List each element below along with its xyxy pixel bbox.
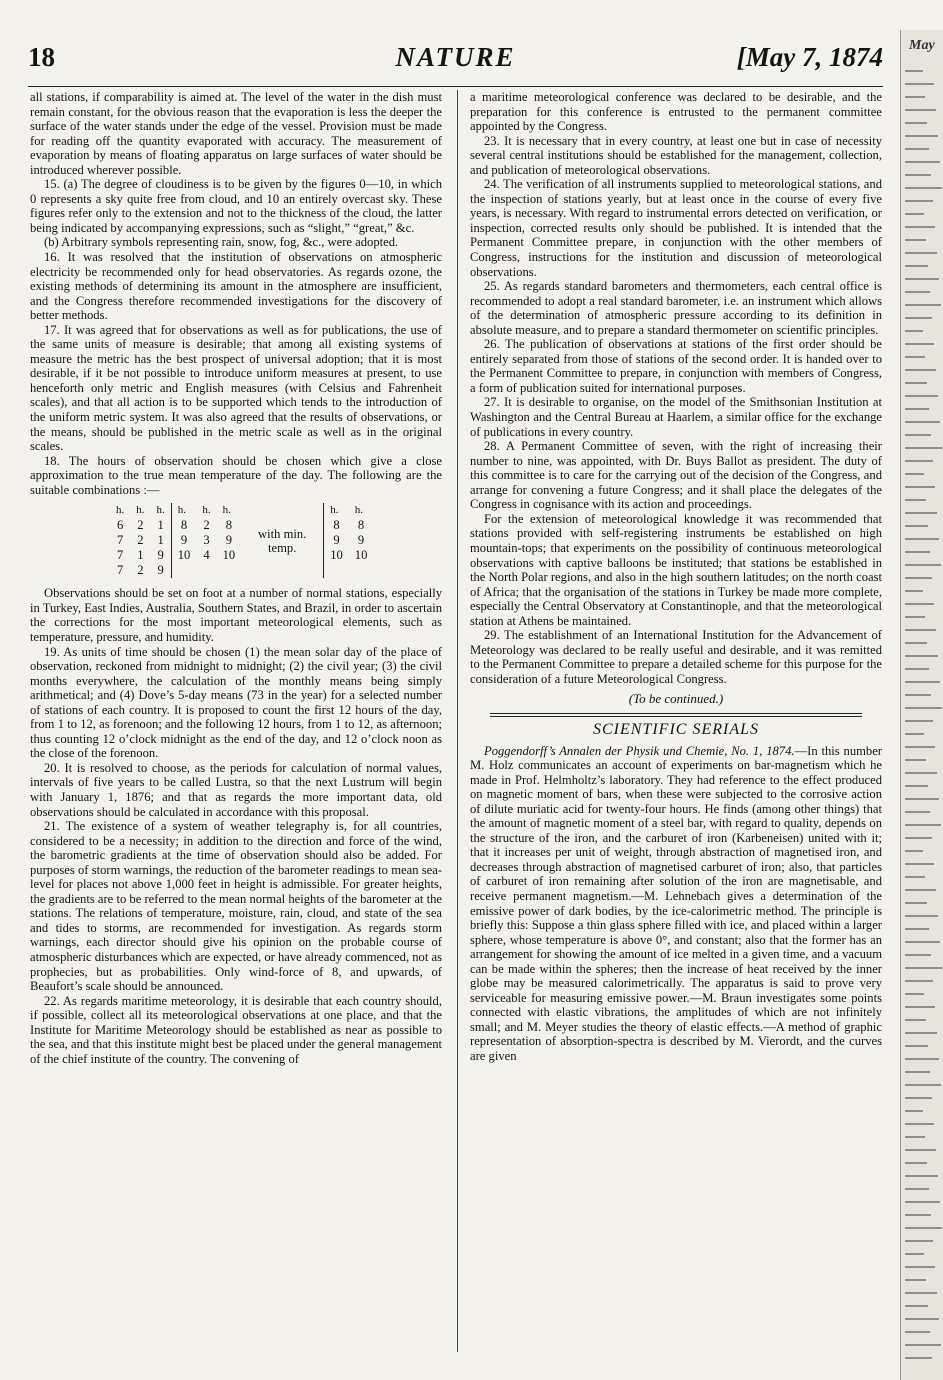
adjacent-text-line <box>905 434 931 436</box>
table-cell: 2 <box>137 518 144 533</box>
adjacent-text-line <box>905 889 936 891</box>
adjacent-text-line <box>905 928 929 930</box>
adjacent-text-line <box>905 993 924 995</box>
adjacent-text-line <box>905 538 939 540</box>
paragraph: 23. It is necessary that in every country, at least one but in case of necessity several central institutions should be established for the management, collection, and publication of meteorological observations. <box>470 133 882 177</box>
adjacent-text-line <box>905 1305 928 1307</box>
paragraph: 29. The establishment of an International Institution for the Advancement of Meteorology was declared to be really useful and desirable, and it was remitted to the Permanent Committee to prepare a detailed scheme for this purpose for the consideration of a future Meteorological Congress. <box>470 628 882 686</box>
table-cell: 3 <box>203 533 210 548</box>
table-header: h. <box>116 504 125 517</box>
serials-body: —In this number M. Holz communicates an account of experiments on bar-magnetism which he made in Prof. Helmholtz’s laboratory. They had reference to the effect produced on magnetic moment of bars, when these were subjected to the corrosive action of dilute muriatic acid for twenty-four hours. He finds (among other things) that the amount of magnetic moment of a steel bar, with regard to quality, depends on the structure of the iron, and the carburet of iron (Karbeneisen) united with it; that it increases per unit of weight, through abstraction of magnetised iron, and decreases through abstraction of magnetised carburet of iron; also, that particles of carburet of iron remaining after solution of the iron are magnetisable, and receive permanent magnetism.—M. Lehnebach gives a determination of the emissive power of dark bodies, by the ice-calorimetric method. The principle is briefly this: Suppose a thin glass sphere filled with ice, and placed within a larger sphere, whose temperature is above 0°, and constant; also that the former has an arrangement for showing the amount of ice melted in a given time, and a vacuum can be made within the spheres; then the increase of heat received by the inner globe may be measured calorimetrically. The apparatus is said to prove very serviceable for measuring emissive power.—M. Braun investigates some points connected with elastic vibrations, the amplitudes of which are not infinitely small; and M. Meyer studies the theory of elastic effects.—A method of graphic representation of absorption-spectra is described by M. Vierordt, and the curves are given <box>470 743 882 1063</box>
adjacent-text-line <box>905 187 942 189</box>
adjacent-text-line <box>905 174 931 176</box>
table-cell: 10 <box>324 548 349 563</box>
adjacent-text-line <box>905 811 930 813</box>
table-cell: 4 <box>203 548 210 563</box>
adjacent-text-line <box>905 304 941 306</box>
table-cell: 9 <box>324 533 349 548</box>
adjacent-text-line <box>905 317 932 319</box>
paragraph: 16. It was resolved that the institution of observations on atmospheric electricity be recommended only for head observatories. As regards ozone, the existing methods of determining its amount in the atmosphere are insufficient, and the Congress therefore recommended investigations for the discovery of better methods. <box>30 250 442 323</box>
table-cell: 7 <box>116 563 124 578</box>
adjacent-text-line <box>905 226 935 228</box>
serials-heading: Poggendorff’s Annalen der Physik und Chemie, No. 1, 1874. <box>484 743 795 758</box>
adjacent-text-line <box>905 161 940 163</box>
adjacent-text-line <box>905 135 938 137</box>
table-header: h. <box>324 503 349 518</box>
column-divider <box>457 90 458 1352</box>
page-header <box>28 42 883 82</box>
paragraph: 19. As units of time should be chosen (1) the mean solar day of the place of observation, reckoned from midnight to midnight; (2) the civil year; (3) the civil months everywhere, the calculation of the monthly means being simply arithmetical; and (4) Dove’s 5-day means (73 in the year) for a selected number of stations of each country. It is proposed to count the first 12 hours of the day, from 1 to 12, as forenoon; and the following 12 hours, from 1 to 12, as afternoon; thus counting 12 o’clock midnight as the end of the day, and 12 o’clock noon as the close of the forenoon. <box>30 644 442 761</box>
paragraph: all stations, if comparability is aimed at. The level of the water in the dish must remain constant, for the obvious reason that the evaporation is less the deeper the surface of the water stands under the edge of the vessel. Provision must be made for reading off the quantity evaporated with accuracy. The measurement of evaporation by means of floating apparatus on large surfaces of water should be introduced wherever possible. <box>30 90 442 177</box>
table-cell: 8 <box>357 518 365 533</box>
adjacent-text-line <box>905 1266 935 1268</box>
adjacent-text-line <box>905 382 927 384</box>
table-cell: 8 <box>225 518 233 533</box>
to-be-continued: (To be continued.) <box>628 691 724 707</box>
paragraph: Observations should be set on foot at a number of normal stations, especially in Turkey, East Indies, Australia, Southern States, and Brazil, in order to ascertain the corrections for the most important meteorological elements, such as temperature, pressure, and humidity. <box>30 586 442 644</box>
table-cell: 10 <box>354 548 368 563</box>
table-header: h. <box>202 504 211 517</box>
adjacent-text-line <box>905 278 939 280</box>
adjacent-text-line <box>905 551 930 553</box>
table-row <box>110 563 373 578</box>
adjacent-text-line <box>905 629 936 631</box>
adjacent-text-line <box>905 395 938 397</box>
paragraph: 26. The publication of observations at stations of the first order should be entirely separated from those of stations of the second order. It is handed over to the Permanent Committee to prepare, in conjunction with members of Congress, a form of publication suited for international purposes. <box>470 337 882 395</box>
paragraph: 21. The existence of a system of weather telegraphy is, for all countries, considered to be a necessity; in addition to the direction and force of the wind, the barometric gradients at the time of observation should also be added. For purposes of storm warnings, the reduction of the barometer readings to mean sea-level for places not above 1,000 feet in height is admissible. For greater heights, the gradients are to be referred to the mean normal heights of the barometer at the stations. The relations of temperature, moisture, rain, cloud, and state of the sea and tides to storms, are recommended for investigation. As regards storm warnings, each director should give his opinion on the probable course of atmospheric disturbances which are expected, or have already commenced, not as prophecies, but as probabilities. Only wind-force of 8, and upwards, of Beaufort’s scale should be announced. <box>30 819 442 994</box>
paragraph: a maritime meteorological conference was declared to be desirable, and the preparation for this conference is entrusted to the permanent committee appointed by the Congress. <box>470 90 882 134</box>
table-cell: 2 <box>137 563 144 578</box>
table-cell: 8 <box>171 518 196 533</box>
table-cell: 2 <box>203 518 210 533</box>
adjacent-text-line <box>905 525 928 527</box>
adjacent-text-line <box>905 1032 937 1034</box>
adjacent-text-line <box>905 1188 929 1190</box>
adjacent-text-line <box>905 733 924 735</box>
adjacent-text-line <box>905 746 935 748</box>
table-header: h. <box>222 504 231 517</box>
adjacent-text-line <box>905 1019 926 1021</box>
right-column <box>470 90 882 1352</box>
table-header: h. <box>136 504 145 517</box>
adjacent-text-line <box>905 1175 938 1177</box>
adjacent-text-line <box>905 408 929 410</box>
adjacent-text-line <box>905 902 927 904</box>
adjacent-text-line <box>905 577 932 579</box>
adjacent-text-line <box>905 850 923 852</box>
table-cell: 10 <box>222 548 236 563</box>
adjacent-text-line <box>905 213 924 215</box>
table-row <box>110 518 373 533</box>
hours-table <box>110 503 373 578</box>
adjacent-text-line <box>905 668 929 670</box>
adjacent-text-line <box>905 603 934 605</box>
section-rule <box>490 713 862 717</box>
adjacent-text-line <box>905 1136 925 1138</box>
table-cell: 10 <box>171 548 196 563</box>
paragraph: 27. It is desirable to organise, on the model of the Smithsonian Institution at Washington and the Central Bureau at Haarlem, a similar office for the exchange of publications in every country. <box>470 395 882 439</box>
adjacent-text-line <box>905 512 937 514</box>
adjacent-page-edge <box>900 30 943 1380</box>
adjacent-text-line <box>905 1240 933 1242</box>
adjacent-text-line <box>905 1279 926 1281</box>
adjacent-text-line <box>905 980 933 982</box>
adjacent-text-line <box>905 96 925 98</box>
adjacent-text-line <box>905 1162 927 1164</box>
adjacent-text-line <box>905 148 929 150</box>
adjacent-text-line <box>905 343 934 345</box>
adjacent-text-line <box>905 265 928 267</box>
paragraph: 22. As regards maritime meteorology, it is desirable that each country should, if possible, collect all its meteorological observations at one place, and that the Institute for Maritime Meteorology should be established as near as possible to the sea, and that this institute might best be placed under the general management of the chief institute of the country. The convening of <box>30 993 442 1066</box>
adjacent-text-line <box>905 967 942 969</box>
paragraph: 18. The hours of observation should be chosen which give a close approximation to the true mean temperature of the day. The following are the suitable combinations :— <box>30 453 442 497</box>
paragraph: 17. It was agreed that for observations as well as for publications, the use of the same units of measure is desirable; that among all existing systems of measure the metric has the best prospect of universal adoption; that it is most desirable, if it be not possible to introduce uniform measures at present, to use henceforth only metric and English measures (with Celsius and Fahrenheit scales), and that all action is to be supported which tends to the introduction of the uniform metric system. It was also agreed that the results of observations, or the means, should be published in the metric scale as well as in the original scales. <box>30 322 442 454</box>
adjacent-text-line <box>905 1123 934 1125</box>
adjacent-text-line <box>905 421 940 423</box>
table-cell: 2 <box>137 533 144 548</box>
adjacent-text-line <box>905 70 923 72</box>
table-cell: 1 <box>137 548 144 563</box>
table-cell: 9 <box>171 533 196 548</box>
adjacent-text-line <box>905 369 936 371</box>
adjacent-page-label: May <box>909 38 935 53</box>
adjacent-text-line <box>905 759 926 761</box>
adjacent-text-line <box>905 798 939 800</box>
table-header: h. <box>354 504 364 517</box>
adjacent-text-line <box>905 863 934 865</box>
adjacent-text-line <box>905 1045 928 1047</box>
table-cell: 9 <box>157 548 164 563</box>
adjacent-text-line <box>905 1227 942 1229</box>
adjacent-text-line <box>905 785 928 787</box>
table-cell: 8 <box>324 518 349 533</box>
adjacent-text-line <box>905 837 932 839</box>
adjacent-text-line <box>905 694 931 696</box>
table-cell: 6 <box>116 518 124 533</box>
adjacent-text-line <box>905 772 937 774</box>
adjacent-text-line <box>905 122 927 124</box>
paragraph: 15. (a) The degree of cloudiness is to be given by the figures 0—10, in which 0 represents a sky quite free from cloud, and 10 an entirely overcast sky. These figures refer only to the extension and not to the thickness of the cloud, the latter being indicated by accompanying expressions, such as “slight,” “great,” &c. <box>30 177 442 235</box>
issue-date: [May 7, 1874 <box>736 42 883 72</box>
adjacent-text-line <box>905 681 940 683</box>
adjacent-text-line <box>905 564 941 566</box>
table-cell: 9 <box>357 533 365 548</box>
adjacent-text-line <box>905 824 941 826</box>
table-cell: 9 <box>225 533 233 548</box>
adjacent-text-line <box>905 1292 937 1294</box>
paragraph: 20. It is resolved to choose, as the periods for calculation of normal values, intervals of five years to be called Lustra, so that the next Lustrum will begin with January 1, 1876; and that as regards the more important data, old observations should be calculated in accordance with this proposal. <box>30 760 442 819</box>
table-cell: 1 <box>157 518 164 533</box>
paragraph: 25. As regards standard barometers and thermometers, each central office is recommended to adopt a real standard barometer, i.e. an instrument which allows of the determination of atmospheric pressure according to its definition in absolute measure, and to prepare a standard thermometer on scientific principles. <box>470 279 882 337</box>
adjacent-text-line <box>905 1318 939 1320</box>
adjacent-text-line <box>905 616 925 618</box>
table-header: h. <box>171 503 196 518</box>
adjacent-text-line <box>905 1071 930 1073</box>
journal-title: NATURE <box>395 42 516 72</box>
adjacent-text-line <box>905 1357 932 1359</box>
adjacent-text-line <box>905 642 927 644</box>
header-rule <box>28 86 883 87</box>
left-column <box>30 90 442 1352</box>
table-cell: 9 <box>157 563 164 578</box>
adjacent-text-line <box>905 954 931 956</box>
adjacent-text-line <box>905 707 942 709</box>
adjacent-text-line <box>905 915 938 917</box>
adjacent-text-line <box>905 1214 931 1216</box>
adjacent-text-line <box>905 1097 932 1099</box>
section-title: SCIENTIFIC SERIALS <box>593 720 759 738</box>
paragraph: 24. The verification of all instruments supplied to meteorological stations, and the inspection of stations yearly, but at least once in the course of every five years, is necessary. With regard to instrumental errors detected on verification, or inspection, corrected results only should be published. It is intended that the Permanent Committee prepare, in conjunction with the other members of Congress, instructions for the institution and discussion of meteorological observations. <box>470 177 882 279</box>
adjacent-text-line <box>905 499 926 501</box>
adjacent-text-line <box>905 330 923 332</box>
adjacent-text-line <box>905 1201 940 1203</box>
adjacent-text-line <box>905 252 937 254</box>
adjacent-text-line <box>905 876 925 878</box>
adjacent-text-line <box>905 473 924 475</box>
adjacent-text-line <box>905 1006 935 1008</box>
adjacent-text-line <box>905 941 940 943</box>
adjacent-text-line <box>905 1344 941 1346</box>
adjacent-text-line <box>905 1331 930 1333</box>
paragraph: For the extension of meteorological knowledge it was recommended that stations provided with self-registering instruments be established on high mountain-tops; that experiments on the possibility of continuous meteorological observations with captive balloons be instituted; that stations be established in the North Polar regions, and also in the high southern latitudes; on the north coast of Africa; that the organisation of the stations in Turkey be made more complete, especially the Central Observatory at Constantinople, and that the meteorological station at Athens be maintained. <box>470 511 882 628</box>
adjacent-text-line <box>905 1149 936 1151</box>
table-cell: 7 <box>116 548 124 563</box>
adjacent-text-line <box>905 83 934 85</box>
adjacent-text-line <box>905 200 933 202</box>
adjacent-text-line <box>905 655 938 657</box>
adjacent-text-line <box>905 590 923 592</box>
adjacent-text-line <box>905 460 933 462</box>
adjacent-text-line <box>905 1110 923 1112</box>
paragraph: (b) Arbitrary symbols representing rain, snow, fog, &c., were adopted. <box>44 235 399 250</box>
table-cell: 7 <box>116 533 124 548</box>
with-min-temp-label: with min. temp. <box>258 526 307 555</box>
paragraph: 28. A Permanent Committee of seven, with the right of increasing their number to nine, was appointed, with Dr. Buys Ballot as president. The duty of this committee is to care for the carrying out of the decision of the Congress, and arrange for convening a future Congress; and it shall place the delegates of the Congress in cognisance with its action and proceedings. <box>470 439 882 512</box>
adjacent-text-line <box>905 239 926 241</box>
adjacent-text-line <box>905 447 942 449</box>
adjacent-text-line <box>905 1058 939 1060</box>
adjacent-text-line <box>905 720 933 722</box>
adjacent-text-line <box>905 1253 924 1255</box>
adjacent-text-line <box>905 486 935 488</box>
serials-paragraph <box>470 744 882 1064</box>
adjacent-text-line <box>905 1084 941 1086</box>
page-number: 18 <box>28 42 55 72</box>
adjacent-text-line <box>905 109 936 111</box>
adjacent-text-line <box>905 291 930 293</box>
table-cell: 1 <box>157 533 164 548</box>
table-header: h. <box>156 504 165 517</box>
adjacent-text-line <box>905 356 925 358</box>
